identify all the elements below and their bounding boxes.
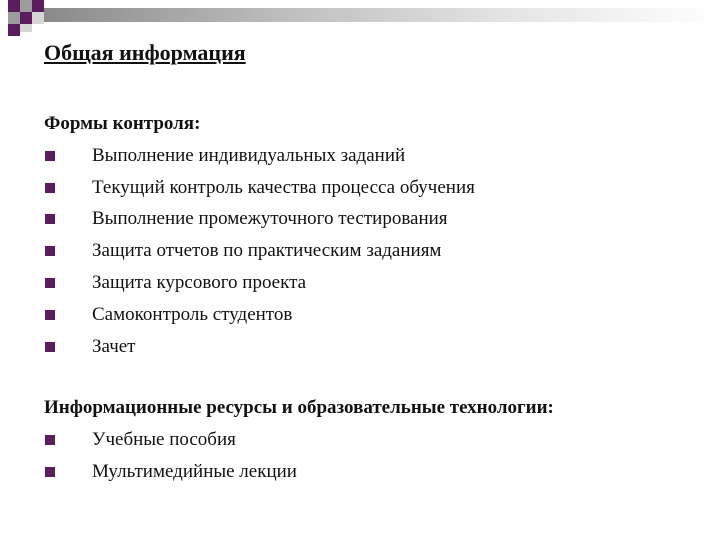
list-item-label: Защита курсового проекта [92, 271, 307, 293]
list-item-label: Самоконтроль студентов [92, 303, 293, 325]
list-item-label: Защита отчетов по практическим заданиям [92, 240, 442, 262]
decor-square [8, 0, 20, 12]
list-item [44, 235, 704, 267]
slide-title: Общая информация [44, 40, 246, 65]
list-item [44, 140, 704, 172]
list-item [44, 299, 704, 331]
list-item [44, 267, 704, 299]
square-bullet-icon [45, 151, 55, 161]
decor-square [20, 24, 32, 32]
list-item [44, 456, 704, 488]
square-bullet-icon [45, 435, 55, 445]
header-gradient-bar [44, 8, 720, 22]
square-bullet-icon [45, 183, 55, 193]
list-item [44, 331, 704, 363]
square-bullet-icon [45, 214, 55, 224]
section-spacer [44, 362, 704, 392]
section-heading-control-forms: Формы контроля: [44, 113, 201, 134]
decor-square [8, 12, 20, 24]
square-bullet-icon [45, 342, 55, 352]
decor-square [8, 24, 20, 36]
square-bullet-icon [45, 467, 55, 477]
decor-square [20, 0, 32, 12]
list-item-label: Выполнение промежуточного тестирования [92, 208, 448, 230]
decor-square [20, 12, 32, 24]
decor-square [32, 0, 44, 12]
square-bullet-icon [45, 278, 55, 288]
header-decoration [0, 0, 720, 32]
slide-content [44, 108, 704, 488]
list-item-label: Зачет [92, 335, 136, 357]
square-bullet-icon [45, 310, 55, 320]
list-item [44, 424, 704, 456]
list-item [44, 203, 704, 235]
list-item-label: Мультимедийные лекции [92, 460, 297, 482]
list-item-label: Текущий контроль качества процесса обучения [92, 176, 475, 198]
list-item [44, 172, 704, 204]
decor-square [32, 12, 44, 24]
list-item-label: Учебные пособия [92, 429, 236, 451]
list-item-label: Выполнение индивидуальных заданий [92, 144, 406, 166]
square-bullet-icon [45, 246, 55, 256]
section-heading-resources: Информационные ресурсы и образовательные технологии: [44, 397, 554, 419]
